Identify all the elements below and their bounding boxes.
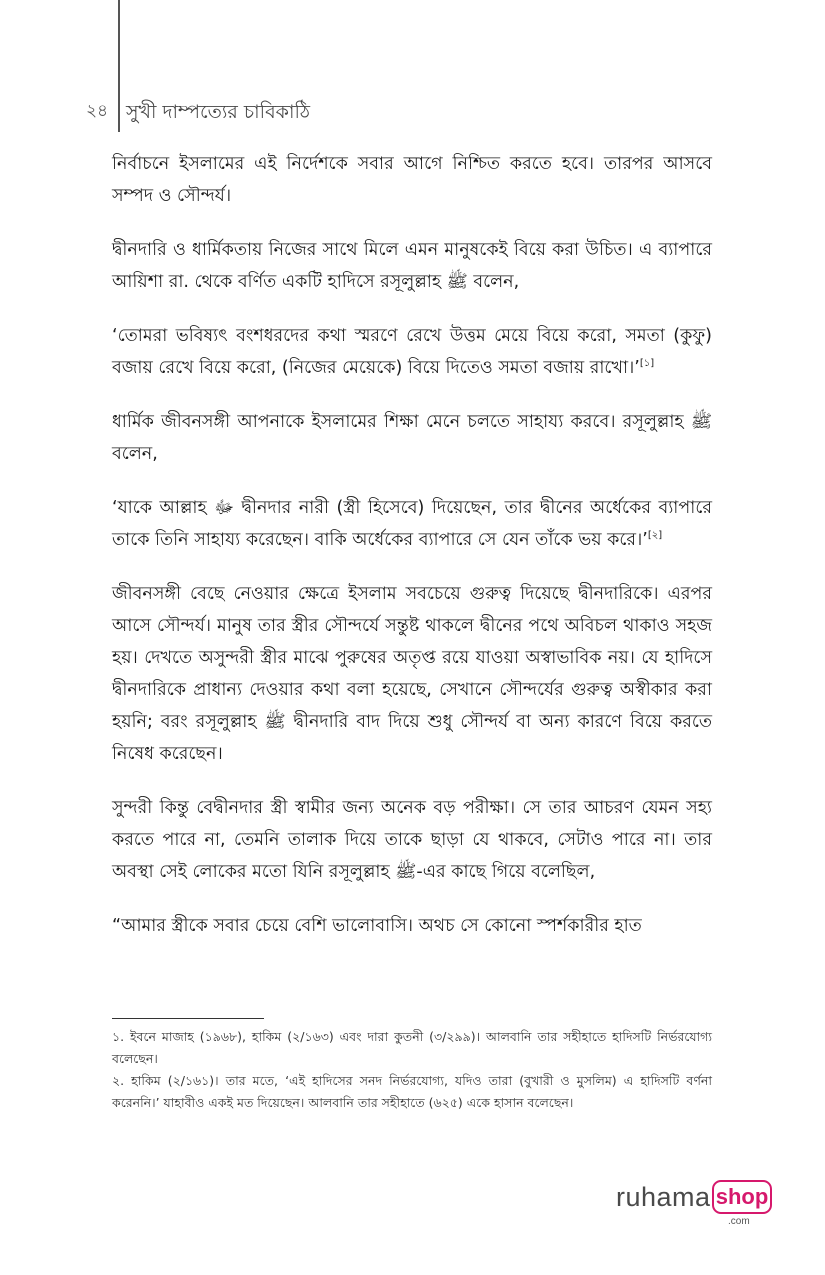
header-vertical-rule: [118, 0, 120, 132]
page-number: ২৪: [86, 101, 109, 121]
footnote-ref-2[interactable]: [২]: [647, 530, 663, 542]
footnote-1: ১. ইবনে মাজাহ (১৯৬৮), হাকিম (২/১৬৩) এবং দারা কুতনী (৩/২৯৯)। আলবানি তার সহীহাতে হাদিসটি নির্ভরযোগ্য বলেছেন।: [112, 1029, 712, 1066]
paragraph-1: নির্বাচনে ইসলামের এই নির্দেশকে সবার আগে নিশ্চিত করতে হবে। তারপর আসবে সম্পদ ও সৌন্দর্য।: [112, 154, 712, 206]
logo-brand-text: ruhama: [616, 1182, 711, 1212]
paragraph-7: সুন্দরী কিন্তু বেদ্বীনদার স্ত্রী স্বামীর জন্য অনেক বড় পরীক্ষা। সে তার আচরণ যেমন সহ্য করতে পারে না, তেমনি তালাক দিয়ে তাকে ছাড়া যে থাকবে, সেটাও পারে না। তার অবস্থা সেই লোকের মতো যিনি রসূলুল্লাহ ﷺ-এর কাছে গিয়ে বলেছিল,: [112, 798, 712, 882]
paragraph-5: ‘যাকে আল্লাহ ﷻ দ্বীনদার নারী (স্ত্রী হিসেবে) দিয়েছেন, তার দ্বীনের অর্ধেকের ব্যাপারে তাকে তিনি সাহায্য করেছেন। বাকি অর্ধেকের ব্যাপারে সে যেন তাঁকে ভয় করে।’[২]: [112, 498, 712, 550]
footnote-2: ২. হাকিম (২/১৬১)। তার মতে, ‘এই হাদিসের সনদ নির্ভরযোগ্য, যদিও তারা (বুখারী ও মুসলিম) এ হাদিসটি বর্ণনা করেননি।’ যাহাবীও একই মত দিয়েছেন। আলবানি তার সহীহাতে (৬২৫) একে হাসান বলেছেন।: [112, 1073, 712, 1110]
footnote-ref-1[interactable]: [১]: [639, 358, 655, 370]
ruhamashop-logo[interactable]: [616, 1178, 776, 1232]
page-header: [86, 98, 118, 126]
paragraph-8: “আমার স্ত্রীকে সবার চেয়ে বেশি ভালোবাসি। অথচ সে কোনো স্পর্শকারীর হাত: [112, 916, 642, 936]
logo-domain-text: .com: [728, 1216, 750, 1227]
body-text: [112, 148, 712, 964]
paragraph-4: ধার্মিক জীবনসঙ্গী আপনাকে ইসলামের শিক্ষা মেনে চলতে সাহায্য করবে। রসূলুল্লাহ ﷺ বলেন,: [112, 412, 712, 464]
paragraph-3: ‘তোমরা ভবিষ্যৎ বংশধরদের কথা স্মরণে রেখে উত্তম মেয়ে বিয়ে করো, সমতা (কুফু) বজায় রেখে বিয়ে করো, (নিজের মেয়েকে) বিয়ে দিতেও সমতা বজায় রাখো।’[১]: [112, 326, 712, 378]
logo-shop-badge: shop: [712, 1180, 772, 1214]
paragraph-2: দ্বীনদারি ও ধার্মিকতায় নিজের সাথে মিলে এমন মানুষকেই বিয়ে করা উচিত। এ ব্যাপারে আয়িশা রা. থেকে বর্ণিত একটি হাদিসে রসূলুল্লাহ ﷺ বলেন,: [112, 240, 712, 292]
paragraph-6: জীবনসঙ্গী বেছে নেওয়ার ক্ষেত্রে ইসলাম সবচেয়ে গুরুত্ব দিয়েছে দ্বীনদারিকে। এরপর আসে সৌন্দর্য। মানুষ তার স্ত্রীর সৌন্দর্যে সন্তুষ্ট থাকলে দ্বীনের পথে অবিচল থাকাও সহজ হয়। দেখতে অসুন্দরী স্ত্রীর মাঝে পুরুষের অতৃপ্ত রয়ে যাওয়া অস্বাভাবিক নয়। যে হাদিসে দ্বীনদারিকে প্রাধান্য দেওয়ার কথা বলা হয়েছে, সেখানে সৌন্দর্যের গুরুত্ব অস্বীকার করা হয়নি; বরং রসূলুল্লাহ ﷺ দ্বীনদারি বাদ দিয়ে শুধু সৌন্দর্য বা অন্য কারণে বিয়ে করতে নিষেধ করেছেন।: [112, 584, 712, 764]
running-title: সুখী দাম্পত্যের চাবিকাঠি: [126, 101, 311, 123]
footnote-separator: [112, 1018, 264, 1019]
footnotes: [112, 1026, 712, 1114]
